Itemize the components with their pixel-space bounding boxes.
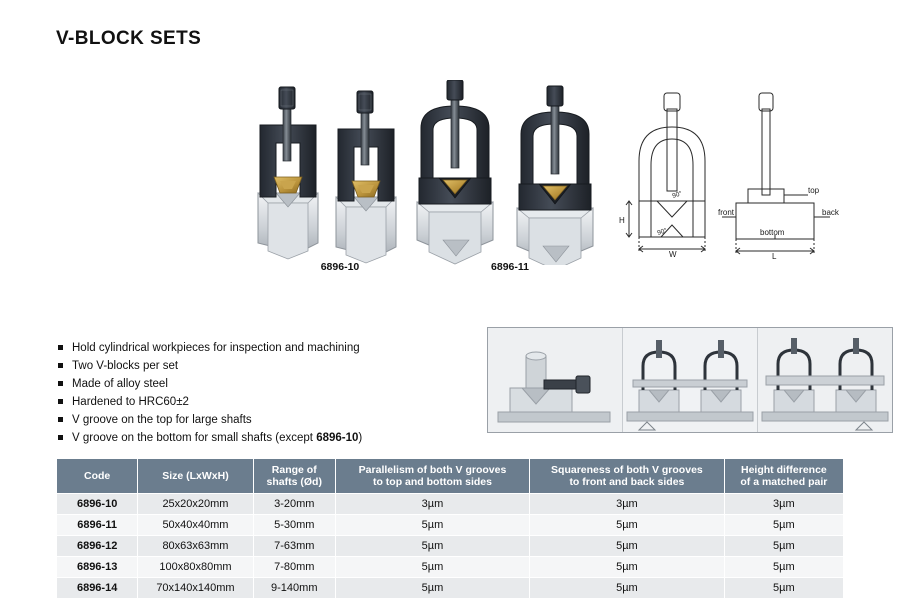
cell-parallelism: 5µm (335, 515, 529, 536)
cell-code: 6896-14 (57, 578, 138, 599)
label-top: top (808, 186, 820, 195)
technical-drawing-side-view (718, 85, 853, 260)
bullet-icon (58, 399, 63, 404)
product-illustration-area (200, 75, 860, 290)
feature-item (58, 376, 478, 393)
cell-squareness: 5µm (530, 557, 725, 578)
dimension-label-H: H (619, 216, 625, 225)
header-line-1: Height difference (740, 464, 827, 476)
bullet-icon (58, 363, 63, 368)
label-back: back (822, 208, 839, 217)
cell-range: 3-20mm (253, 494, 335, 515)
feature-text: Made of alloy steel (72, 378, 168, 390)
column-header-parallelism (335, 459, 529, 494)
vblock-illustration-6896-11 (405, 80, 615, 265)
header-line-2: of a matched pair (740, 476, 828, 488)
cell-range: 9-140mm (253, 578, 335, 599)
cell-size: 25x20x20mm (138, 494, 253, 515)
header-line-1: Parallelism of both V grooves (358, 464, 507, 476)
cell-squareness: 5µm (530, 515, 725, 536)
feature-item (58, 430, 478, 447)
cell-parallelism: 5µm (335, 557, 529, 578)
application-photo-2 (623, 328, 758, 432)
feature-text: Hold cylindrical workpieces for inspection and machining (72, 342, 360, 354)
cell-code: 6896-12 (57, 536, 138, 557)
cell-parallelism: 5µm (335, 536, 529, 557)
header-line-2: to top and bottom sides (372, 476, 492, 488)
feature-text-after: ) (358, 432, 363, 444)
application-photo-3 (758, 328, 892, 432)
feature-text-emphasis: 6896-10 (316, 432, 359, 444)
feature-item (58, 394, 478, 411)
table-row (57, 515, 844, 536)
cell-parallelism: 3µm (335, 494, 529, 515)
cell-size: 100x80x80mm (138, 557, 253, 578)
bullet-icon (58, 435, 63, 440)
cell-range: 7-63mm (253, 536, 335, 557)
cell-range: 7-80mm (253, 557, 335, 578)
table-row (57, 557, 844, 578)
column-header-code: Code (57, 459, 138, 494)
dimension-label-W: W (669, 250, 677, 259)
cell-squareness: 3µm (530, 494, 725, 515)
column-header-squareness (530, 459, 725, 494)
bullet-icon (58, 417, 63, 422)
bullet-icon (58, 381, 63, 386)
header-line-1: Range of (271, 464, 317, 476)
angle-label-bottom: 90° (656, 227, 668, 237)
feature-text: V groove on the top for large shafts (72, 414, 252, 426)
table-row (57, 578, 844, 599)
cell-size: 80x63x63mm (138, 536, 253, 557)
cell-height-difference: 5µm (724, 536, 843, 557)
dimension-label-L: L (772, 252, 777, 260)
page-title: V-BLOCK SETS (56, 28, 202, 49)
label-front: front (718, 208, 735, 217)
header-line-2: to front and back sides (569, 476, 685, 488)
table-header-row (57, 459, 844, 494)
feature-item (58, 340, 478, 357)
label-bottom: bottom (760, 228, 785, 237)
cell-size: 70x140x140mm (138, 578, 253, 599)
cell-code: 6896-10 (57, 494, 138, 515)
specifications-table (56, 458, 844, 599)
feature-text: Two V-blocks per set (72, 360, 179, 372)
cell-height-difference: 3µm (724, 494, 843, 515)
cell-code: 6896-11 (57, 515, 138, 536)
technical-drawing-front-view (615, 85, 730, 260)
header-line-1: Squareness of both V grooves (551, 464, 703, 476)
caption-6896-11: 6896-11 (491, 261, 529, 273)
cell-parallelism: 5µm (335, 578, 529, 599)
column-header-height-difference (724, 459, 843, 494)
caption-6896-10: 6896-10 (320, 261, 360, 273)
application-photo-panel (487, 327, 893, 433)
cell-range: 5-30mm (253, 515, 335, 536)
column-header-range (253, 459, 335, 494)
cell-height-difference: 5µm (724, 557, 843, 578)
feature-item (58, 358, 478, 375)
table-row (57, 494, 844, 515)
cell-squareness: 5µm (530, 578, 725, 599)
features-list (58, 340, 478, 448)
angle-label-top: 90° (671, 190, 683, 200)
feature-item (58, 412, 478, 429)
bullet-icon (58, 345, 63, 350)
cell-squareness: 5µm (530, 536, 725, 557)
column-header-size: Size (LxWxH) (138, 459, 253, 494)
application-photo-1 (488, 328, 623, 432)
cell-size: 50x40x40mm (138, 515, 253, 536)
feature-text: V groove on the bottom for small shafts (except (72, 432, 317, 444)
cell-height-difference: 5µm (724, 515, 843, 536)
header-line-2: shafts (Ød) (266, 476, 322, 488)
feature-text: Hardened to HRC60±2 (72, 396, 189, 408)
table-row (57, 536, 844, 557)
cell-code: 6896-13 (57, 557, 138, 578)
cell-height-difference: 5µm (724, 578, 843, 599)
